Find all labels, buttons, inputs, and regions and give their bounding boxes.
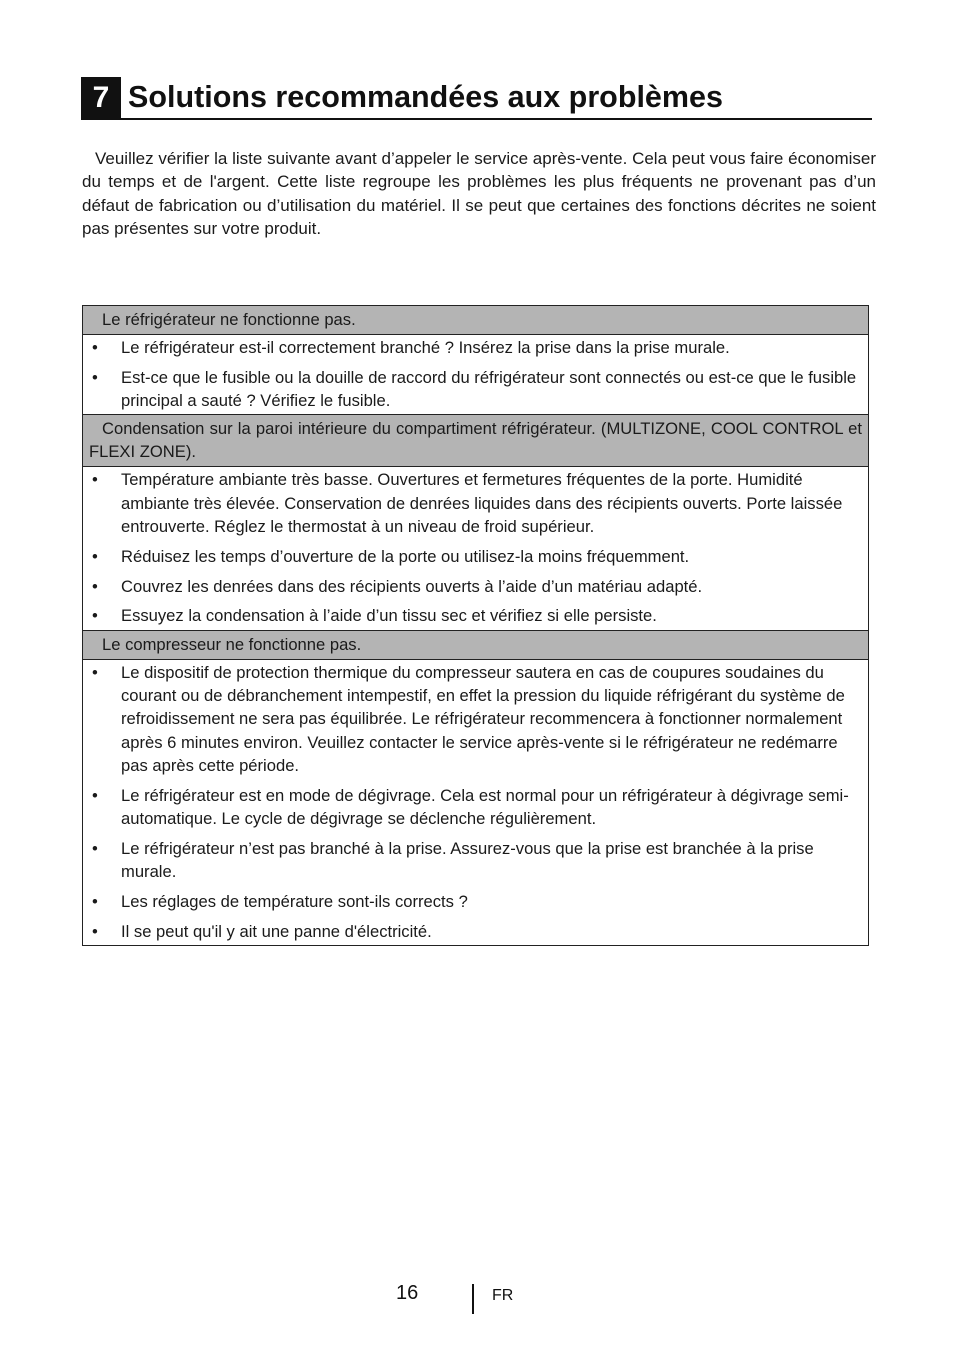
solution-item: • Couvrez les denrées dans des récipients ouverts à l’aide d’un matériau adapté. xyxy=(89,575,862,598)
page-footer xyxy=(0,1280,954,1320)
problem-header: Condensation sur la paroi intérieure du compartiment réfrigérateur. (MULTIZONE, COOL CONTROL et FLEXI ZONE). xyxy=(83,414,868,466)
solution-item: • Essuyez la condensation à l’aide d’un tissu sec et vérifiez si elle persiste. xyxy=(89,604,862,627)
solution-list xyxy=(83,659,868,945)
solution-list xyxy=(83,466,868,629)
chapter-title: Solutions recommandées aux problèmes xyxy=(128,80,723,114)
solution-item: • Il se peut qu'il y ait une panne d'électricité. xyxy=(89,920,862,943)
problem-header: Le réfrigérateur ne fonctionne pas. xyxy=(83,306,868,334)
solution-item: • Est-ce que le fusible ou la douille de raccord du réfrigérateur sont connectés ou est-ce que le fusible principal a sauté ? Vérifiez le fusible. xyxy=(89,366,862,413)
intro-paragraph: Veuillez vérifier la liste suivante avant d’appeler le service après-vente. Cela peut vous faire économiser du temps et de l'argent. Cette liste regroupe les problèmes les plus fréquents ne provenant pas d’un défaut de fabrication ou d’utilisation du matériel. Il se peut que certaines des fonctions décrites ne soient pas présentes sur votre produit. xyxy=(82,149,876,238)
problem-header: Le compresseur ne fonctionne pas. xyxy=(83,630,868,659)
footer-divider xyxy=(472,1284,474,1314)
chapter-heading xyxy=(81,77,872,120)
chapter-number: 7 xyxy=(81,77,121,118)
troubleshooting-table xyxy=(82,305,869,946)
solution-item: • Les réglages de température sont-ils corrects ? xyxy=(89,890,862,913)
solution-item: • Le réfrigérateur est en mode de dégivrage. Cela est normal pour un réfrigérateur à dégivrage semi-automatique. Le cycle de dégivrage se déclenche régulièrement. xyxy=(89,784,862,831)
page-number: 16 xyxy=(396,1282,419,1304)
solution-list xyxy=(83,334,868,414)
solution-item: • Le dispositif de protection thermique du compresseur sautera en cas de coupures soudaines du courant ou de débranchement intempestif, en effet la pression du liquide réfrigérant du système de refroidissement ne sera pas équilibrée. Le réfrigérateur recommencera à fonctionner normalement après 6 minutes environ. Veuillez contacter le service après-vente si le réfrigérateur ne redémarre pas après cette période. xyxy=(89,661,862,777)
solution-item: • Réduisez les temps d’ouverture de la porte ou utilisez-la moins fréquemment. xyxy=(89,545,862,568)
solution-item: • Le réfrigérateur est-il correctement branché ? Insérez la prise dans la prise murale. xyxy=(89,336,862,359)
language-code: FR xyxy=(492,1287,514,1304)
solution-item: • Le réfrigérateur n’est pas branché à la prise. Assurez-vous que la prise est branchée à la prise murale. xyxy=(89,837,862,884)
solution-item: • Température ambiante très basse. Ouvertures et fermetures fréquentes de la porte. Humidité ambiante très élevée. Conservation de denrées liquides dans des récipients ouverts. Porte laissée entrouverte. Réglez le thermostat à un niveau de froid supérieur. xyxy=(89,468,862,538)
